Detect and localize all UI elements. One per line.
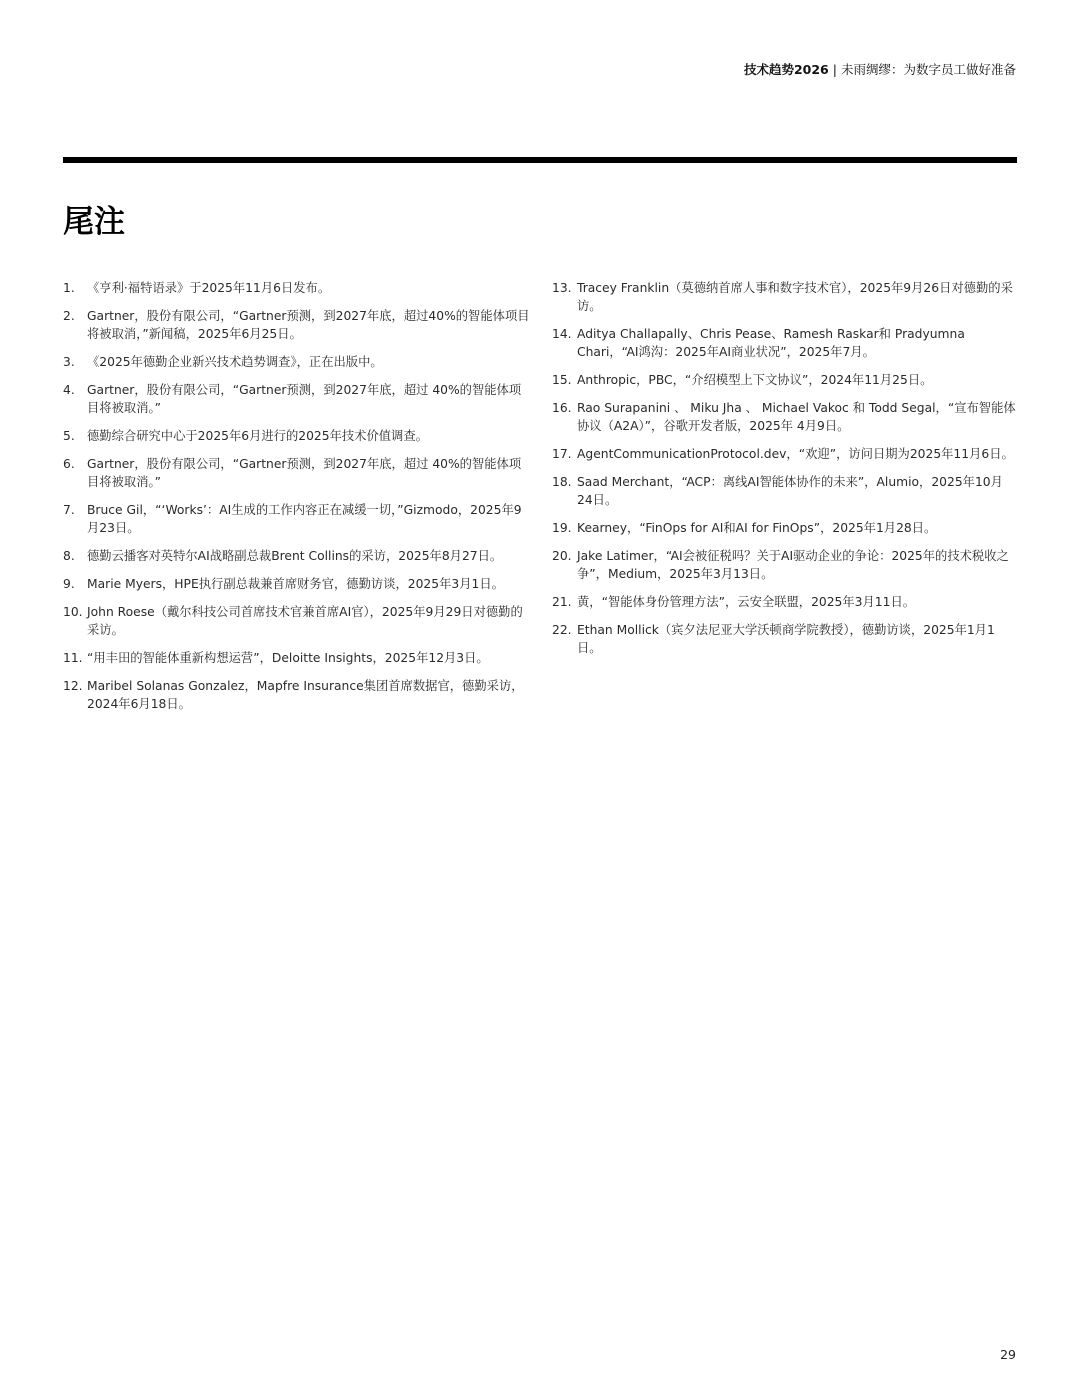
endnote-text: Gartner，股份有限公司，“Gartner预测，到2027年底，超过 40%的智能体项目将被取消。” xyxy=(87,383,522,415)
header-subtitle: 未雨绸缪：为数字员工做好准备 xyxy=(840,62,1016,77)
endnote-number: 20. xyxy=(552,549,572,563)
endnote-number: 3. xyxy=(63,355,75,369)
endnote-item xyxy=(552,473,1017,509)
endnote-text: 《2025年德勤企业新兴技术趋势调查》，正在出版中。 xyxy=(87,355,383,369)
endnote-number: 15. xyxy=(552,373,572,387)
endnote-text: John Roese（戴尔科技公司首席技术官兼首席AI官），2025年9月29日对德勤的采访。 xyxy=(87,605,523,637)
endnote-text: Jake Latimer，“AI会被征税吗？关于AI驱动企业的争论：2025年的技术税收之争”，Medium，2025年3月13日。 xyxy=(577,549,1009,581)
endnote-text: Aditya Challapally、Chris Pease、Ramesh Raskar和 Pradyumna Chari，“AI鸿沟：2025年AI商业状况”，2025年7月。 xyxy=(577,327,965,359)
endnote-text: Kearney，“FinOps for AI和AI for FinOps”，2025年1月28日。 xyxy=(577,521,937,535)
endnote-item xyxy=(63,501,531,537)
page-title: 尾注 xyxy=(63,204,125,240)
endnote-number: 1. xyxy=(63,281,75,295)
endnote-number: 21. xyxy=(552,595,572,609)
endnote-text: Gartner，股份有限公司，“Gartner预测，到2027年底，超过40%的智能体项目将被取消，”新闻稿，2025年6月25日。 xyxy=(87,309,530,341)
running-header xyxy=(744,60,1016,78)
endnote-text: Bruce Gil，“‘Works’：AI生成的工作内容正在减缓一切，”Gizmodo，2025年9月23日。 xyxy=(87,503,522,535)
endnote-number: 18. xyxy=(552,475,572,489)
endnote-text: Rao Surapanini 、 Miku Jha 、 Michael Vakoc 和 Todd Segal，“宣布智能体协议（A2A）”，谷歌开发者版，2025年 4月9日。 xyxy=(577,401,1016,433)
endnote-text: 德勤云播客对英特尔AI战略副总裁Brent Collins的采访，2025年8月27日。 xyxy=(87,549,503,563)
endnote-item xyxy=(552,325,1017,361)
endnote-item xyxy=(552,621,1017,657)
endnote-number: 2. xyxy=(63,309,75,323)
endnote-number: 19. xyxy=(552,521,572,535)
endnote-text: Ethan Mollick（宾夕法尼亚大学沃顿商学院教授），德勤访谈，2025年1月1日。 xyxy=(577,623,995,655)
endnote-number: 11. xyxy=(63,651,83,665)
header-separator: | xyxy=(832,62,837,77)
endnote-item xyxy=(552,593,1017,611)
endnote-item xyxy=(63,455,531,491)
endnote-text: Gartner，股份有限公司，“Gartner预测，到2027年底，超过 40%的智能体项目将被取消。” xyxy=(87,457,522,489)
endnote-item xyxy=(552,399,1017,435)
endnotes-right-column xyxy=(552,279,1017,667)
endnote-number: 12. xyxy=(63,679,83,693)
endnote-item xyxy=(63,677,531,713)
endnote-number: 22. xyxy=(552,623,572,637)
endnotes-left-column xyxy=(63,279,531,723)
endnote-number: 9. xyxy=(63,577,75,591)
endnote-text: “用丰田的智能体重新构想运营”，Deloitte Insights，2025年12月3日。 xyxy=(87,651,489,665)
endnote-number: 8. xyxy=(63,549,75,563)
endnote-item xyxy=(63,381,531,417)
endnote-number: 17. xyxy=(552,447,572,461)
endnote-text: Maribel Solanas Gonzalez，Mapfre Insurance集团首席数据官，德勤采访，2024年6月18日。 xyxy=(87,679,524,711)
endnote-text: 黄，“智能体身份管理方法”，云安全联盟，2025年3月11日。 xyxy=(577,595,916,609)
endnote-item xyxy=(552,445,1017,463)
endnote-item xyxy=(63,547,531,565)
header-brand: 技术趋势2026 xyxy=(743,62,829,77)
endnote-number: 4. xyxy=(63,383,75,397)
endnote-number: 6. xyxy=(63,457,75,471)
endnote-text: 《亨利·福特语录》于2025年11月6日发布。 xyxy=(87,281,331,295)
endnote-number: 13. xyxy=(552,281,572,295)
endnote-number: 16. xyxy=(552,401,572,415)
endnote-number: 14. xyxy=(552,327,572,341)
endnote-text: 德勤综合研究中心于2025年6月进行的2025年技术价值调查。 xyxy=(87,429,428,443)
endnote-item xyxy=(552,279,1017,315)
endnote-item xyxy=(63,353,531,371)
endnote-number: 7. xyxy=(63,503,75,517)
endnote-item xyxy=(63,427,531,445)
endnote-text: Anthropic，PBC，“介绍模型上下文协议”，2024年11月25日。 xyxy=(577,373,933,387)
endnote-text: Marie Myers，HPE执行副总裁兼首席财务官，德勤访谈，2025年3月1日。 xyxy=(87,577,504,591)
endnote-item xyxy=(552,371,1017,389)
title-rule xyxy=(63,157,1017,163)
endnote-item xyxy=(63,603,531,639)
endnote-item xyxy=(552,547,1017,583)
endnote-number: 5. xyxy=(63,429,75,443)
endnote-item xyxy=(63,649,531,667)
endnote-item xyxy=(63,575,531,593)
endnote-text: AgentCommunicationProtocol.dev，“欢迎”，访问日期为2025年11月6日。 xyxy=(577,447,1014,461)
endnote-item xyxy=(552,519,1017,537)
endnote-text: Saad Merchant，“ACP：离线AI智能体协作的未来”，Alumio，2025年10月24日。 xyxy=(577,475,1003,507)
endnote-item xyxy=(63,307,531,343)
endnote-item xyxy=(63,279,531,297)
endnote-text: Tracey Franklin（莫德纳首席人事和数字技术官），2025年9月26日对德勤的采访。 xyxy=(577,281,1013,313)
page-number: 29 xyxy=(1000,1347,1016,1362)
endnote-number: 10. xyxy=(63,605,83,619)
